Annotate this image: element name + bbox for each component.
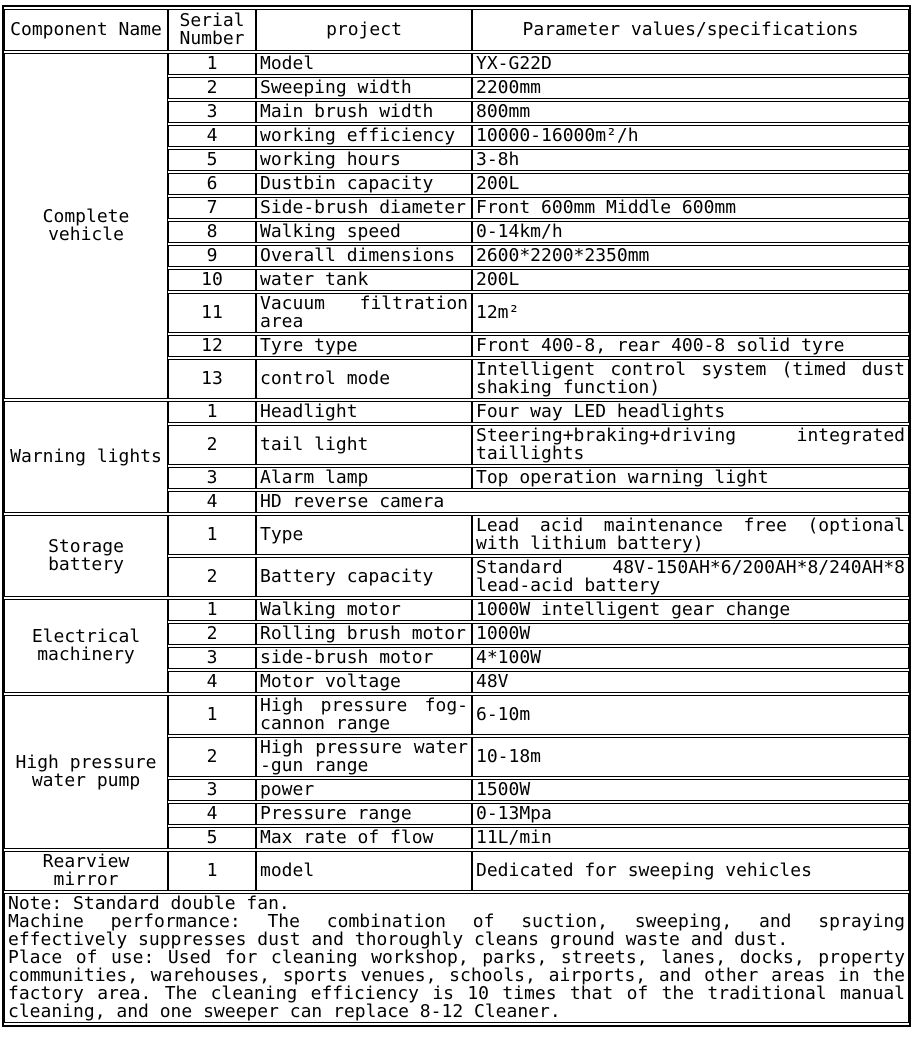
project-cell: Tyre type xyxy=(256,335,472,357)
project-cell: Walking speed xyxy=(256,221,472,243)
project-cell: Battery capacity xyxy=(256,557,472,597)
serial-cell: 11 xyxy=(168,293,256,333)
value-cell: 2200mm xyxy=(472,77,909,99)
serial-cell: 3 xyxy=(168,779,256,801)
spec-table-grid xyxy=(4,7,909,1025)
project-cell: Main brush width xyxy=(256,101,472,123)
page xyxy=(0,5,917,1040)
serial-cell: 8 xyxy=(168,221,256,243)
serial-cell: 1 xyxy=(168,401,256,423)
project-cell: power xyxy=(256,779,472,801)
project-cell: Side-brush diameter xyxy=(256,197,472,219)
project-cell: High pressure fog-cannon range xyxy=(256,695,472,735)
project-cell: working efficiency xyxy=(256,125,472,147)
value-cell: Intelligent control system (timed dust shaking function) xyxy=(472,359,909,399)
table-row xyxy=(4,515,909,555)
value-cell: 11L/min xyxy=(472,827,909,849)
spec-table xyxy=(2,5,911,1027)
project-cell: Pressure range xyxy=(256,803,472,825)
project-cell: Sweeping width xyxy=(256,77,472,99)
serial-cell: 3 xyxy=(168,467,256,489)
component-line: machinery xyxy=(37,644,135,665)
value-cell: 4*100W xyxy=(472,647,909,669)
component-line: High pressure xyxy=(15,752,157,773)
project-cell: Type xyxy=(256,515,472,555)
table-row xyxy=(4,53,909,75)
value-cell: Standard 48V-150AH*6/200AH*8/240AH*8 lead-acid battery xyxy=(472,557,909,597)
serial-cell: 12 xyxy=(168,335,256,357)
spec-table-body xyxy=(4,53,909,1023)
serial-cell: 3 xyxy=(168,101,256,123)
value-cell: 2600*2200*2350mm xyxy=(472,245,909,267)
serial-cell: 2 xyxy=(168,557,256,597)
serial-cell: 9 xyxy=(168,245,256,267)
serial-cell: 4 xyxy=(168,803,256,825)
serial-cell: 1 xyxy=(168,851,256,891)
table-row xyxy=(4,851,909,891)
value-cell: 1000W intelligent gear change xyxy=(472,599,909,621)
component-cell xyxy=(4,401,168,513)
serial-cell: 2 xyxy=(168,77,256,99)
value-cell: Front 600mm Middle 600mm xyxy=(472,197,909,219)
project-cell: control mode xyxy=(256,359,472,399)
header-serial-number: Serial Number xyxy=(168,9,256,51)
project-cell: Headlight xyxy=(256,401,472,423)
project-cell: Vacuum filtration area xyxy=(256,293,472,333)
component-line: mirror xyxy=(53,869,119,890)
component-line: vehicle xyxy=(48,224,124,245)
value-cell: Front 400-8, rear 400-8 solid tyre xyxy=(472,335,909,357)
project-cell: Walking motor xyxy=(256,599,472,621)
header-parameter-values: Parameter values/specifications xyxy=(472,9,909,51)
component-line: Rearview xyxy=(42,851,130,872)
project-cell: HD reverse camera xyxy=(256,491,909,513)
value-cell: 12m² xyxy=(472,293,909,333)
table-row xyxy=(4,695,909,735)
project-cell: High pressure water -gun range xyxy=(256,737,472,777)
serial-cell: 6 xyxy=(168,173,256,195)
header-row xyxy=(4,9,909,51)
serial-cell: 5 xyxy=(168,827,256,849)
value-cell: Steering+braking+driving integrated taillights xyxy=(472,425,909,465)
serial-cell: 7 xyxy=(168,197,256,219)
header-component-name: Component Name xyxy=(4,9,168,51)
value-cell: Dedicated for sweeping vehicles xyxy=(472,851,909,891)
value-cell: Lead acid maintenance free (optional with lithium battery) xyxy=(472,515,909,555)
note-paragraph: Note: Standard double fan. xyxy=(8,893,290,914)
project-cell: working hours xyxy=(256,149,472,171)
project-cell: Alarm lamp xyxy=(256,467,472,489)
component-line: Complete xyxy=(42,206,130,227)
project-cell: Motor voltage xyxy=(256,671,472,693)
value-cell: 1500W xyxy=(472,779,909,801)
project-cell: model xyxy=(256,851,472,891)
value-cell: 200L xyxy=(472,269,909,291)
table-row xyxy=(4,401,909,423)
component-cell xyxy=(4,851,168,891)
component-line: Electrical xyxy=(31,626,141,647)
serial-cell: 4 xyxy=(168,491,256,513)
component-line: water pump xyxy=(31,770,141,791)
project-cell: Rolling brush motor xyxy=(256,623,472,645)
value-cell: 10-18m xyxy=(472,737,909,777)
table-row xyxy=(4,599,909,621)
value-cell: 0-14km/h xyxy=(472,221,909,243)
serial-cell: 4 xyxy=(168,671,256,693)
component-line: battery xyxy=(48,554,124,575)
project-cell: tail light xyxy=(256,425,472,465)
serial-cell: 1 xyxy=(168,599,256,621)
component-cell xyxy=(4,515,168,597)
component-cell xyxy=(4,695,168,849)
value-cell: 6-10m xyxy=(472,695,909,735)
serial-cell: 2 xyxy=(168,623,256,645)
value-cell: 1000W xyxy=(472,623,909,645)
project-cell: Overall dimensions xyxy=(256,245,472,267)
serial-cell: 1 xyxy=(168,695,256,735)
value-cell: Top operation warning light xyxy=(472,467,909,489)
value-cell: 48V xyxy=(472,671,909,693)
project-cell: water tank xyxy=(256,269,472,291)
note-paragraph: Machine performance: The combination of suction, sweeping, and spraying effectively suppresses dust and thoroughly cleans ground waste and dust. xyxy=(8,911,905,950)
notes-cell xyxy=(4,893,909,1023)
component-cell xyxy=(4,53,168,399)
serial-cell: 3 xyxy=(168,647,256,669)
value-cell: YX-G22D xyxy=(472,53,909,75)
value-cell: Four way LED headlights xyxy=(472,401,909,423)
serial-cell: 10 xyxy=(168,269,256,291)
value-cell: 10000-16000m²/h xyxy=(472,125,909,147)
serial-cell: 1 xyxy=(168,515,256,555)
serial-cell: 2 xyxy=(168,425,256,465)
component-cell xyxy=(4,599,168,693)
project-cell: Max rate of flow xyxy=(256,827,472,849)
value-cell: 3-8h xyxy=(472,149,909,171)
serial-cell: 1 xyxy=(168,53,256,75)
value-cell: 0-13Mpa xyxy=(472,803,909,825)
serial-cell: 2 xyxy=(168,737,256,777)
component-line: Storage xyxy=(48,536,124,557)
serial-cell: 5 xyxy=(168,149,256,171)
note-paragraph: Place of use: Used for cleaning workshop, parks, streets, lanes, docks, property communities, warehouses, sports venues, schools, airports, and other areas in the factory area. The cleaning efficiency is 10 times that of the traditional manual cleaning, and one sweeper can replace 8-12 Cleaner. xyxy=(8,947,905,1022)
project-cell: Dustbin capacity xyxy=(256,173,472,195)
notes-row xyxy=(4,893,909,1023)
value-cell: 800mm xyxy=(472,101,909,123)
serial-cell: 13 xyxy=(168,359,256,399)
value-cell: 200L xyxy=(472,173,909,195)
project-cell: Model xyxy=(256,53,472,75)
header-project: project xyxy=(256,9,472,51)
component-line: Warning lights xyxy=(10,446,162,467)
project-cell: side-brush motor xyxy=(256,647,472,669)
serial-cell: 4 xyxy=(168,125,256,147)
